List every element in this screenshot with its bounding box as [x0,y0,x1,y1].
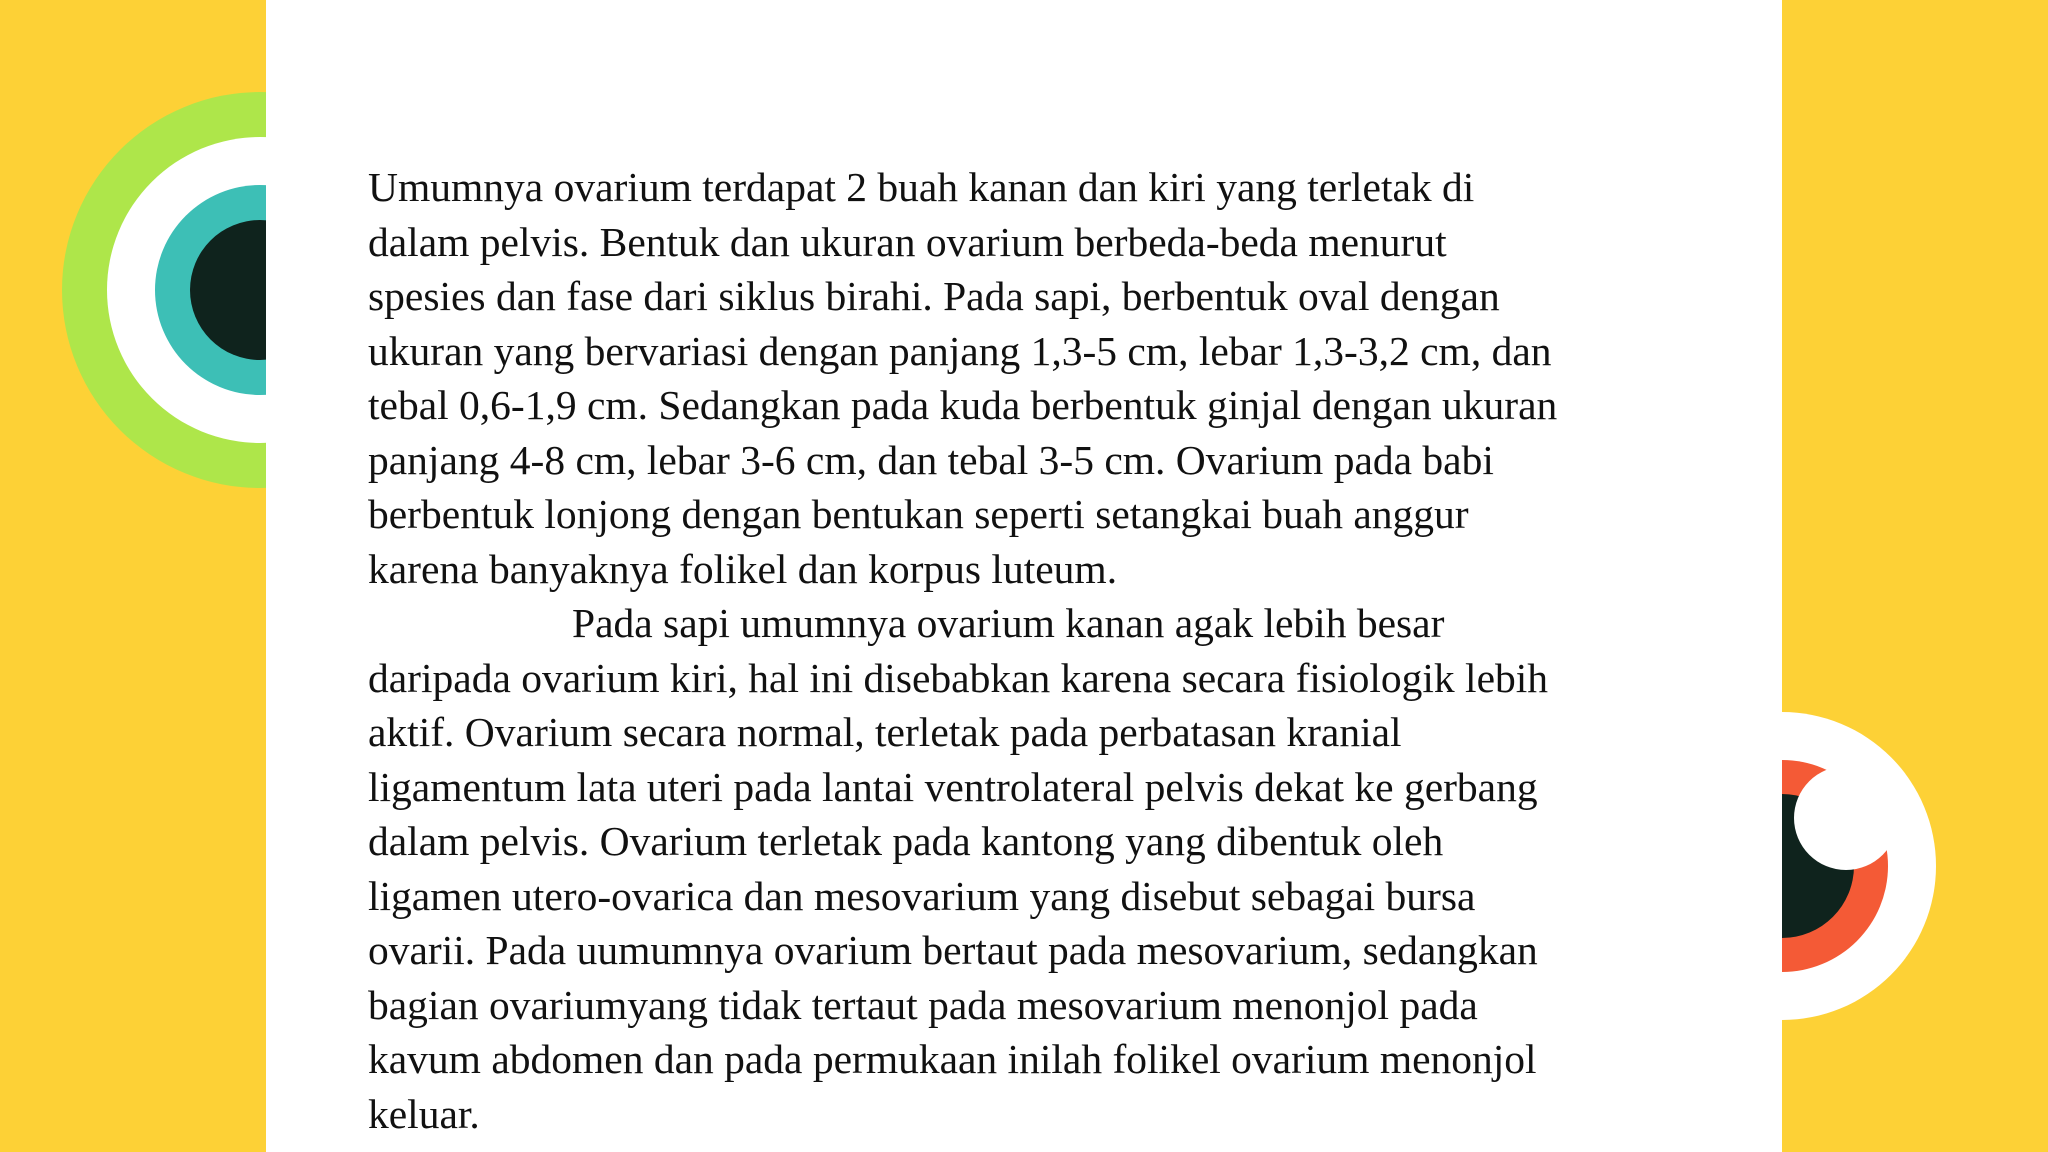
text-line: dalam pelvis. Ovarium terletak pada kantong yang dibentuk oleh [368,818,1444,864]
text-line-indented: Pada sapi umumnya ovarium kanan agak lebih besar [572,600,1445,646]
text-line: panjang 4-8 cm, lebar 3-6 cm, dan tebal 3-5 cm. Ovarium pada babi [368,436,1494,483]
text-line: karena banyaknya folikel dan korpus luteum. [368,545,1118,592]
text-line: dalam pelvis. Bentuk dan ukuran ovarium berbeda-beda menurut [368,218,1447,265]
text-line: spesies dan fase dari siklus birahi. Pada sapi, berbentuk oval dengan [368,273,1500,319]
text-line: berbentuk lonjong dengan bentukan seperti setangkai buah anggur [368,491,1469,537]
text-line: daripada ovarium kiri, hal ini disebabkan karena secara fisiologik lebih [368,654,1549,701]
text-line: ligamen utero-ovarica dan mesovarium yang disebut sebagai bursa [368,872,1476,919]
text-line: ukuran yang bervariasi dengan panjang 1,3-5 cm, lebar 1,3-3,2 cm, dan [368,327,1552,374]
text-line: tebal 0,6-1,9 cm. Sedangkan pada kuda berbentuk ginjal dengan ukuran [368,382,1558,428]
text-line: keluar. [368,1090,480,1137]
text-line: bagian ovariumyang tidak tertaut pada mesovarium menonjol pada [368,981,1478,1028]
text-line: kavum abdomen dan pada permukaan inilah folikel ovarium menonjol [368,1036,1537,1082]
text-line: ovarii. Pada uumumnya ovarium bertaut pada mesovarium, sedangkan [368,927,1538,973]
content-panel [266,0,1782,1152]
text-line: aktif. Ovarium secara normal, terletak pada perbatasan kranial [368,709,1402,755]
text-line: ligamentum lata uteri pada lantai ventrolateral pelvis dekat ke gerbang [368,763,1538,810]
text-line: Umumnya ovarium terdapat 2 buah kanan dan kiri yang terletak di [368,164,1475,210]
body-paragraph [368,160,1708,1141]
